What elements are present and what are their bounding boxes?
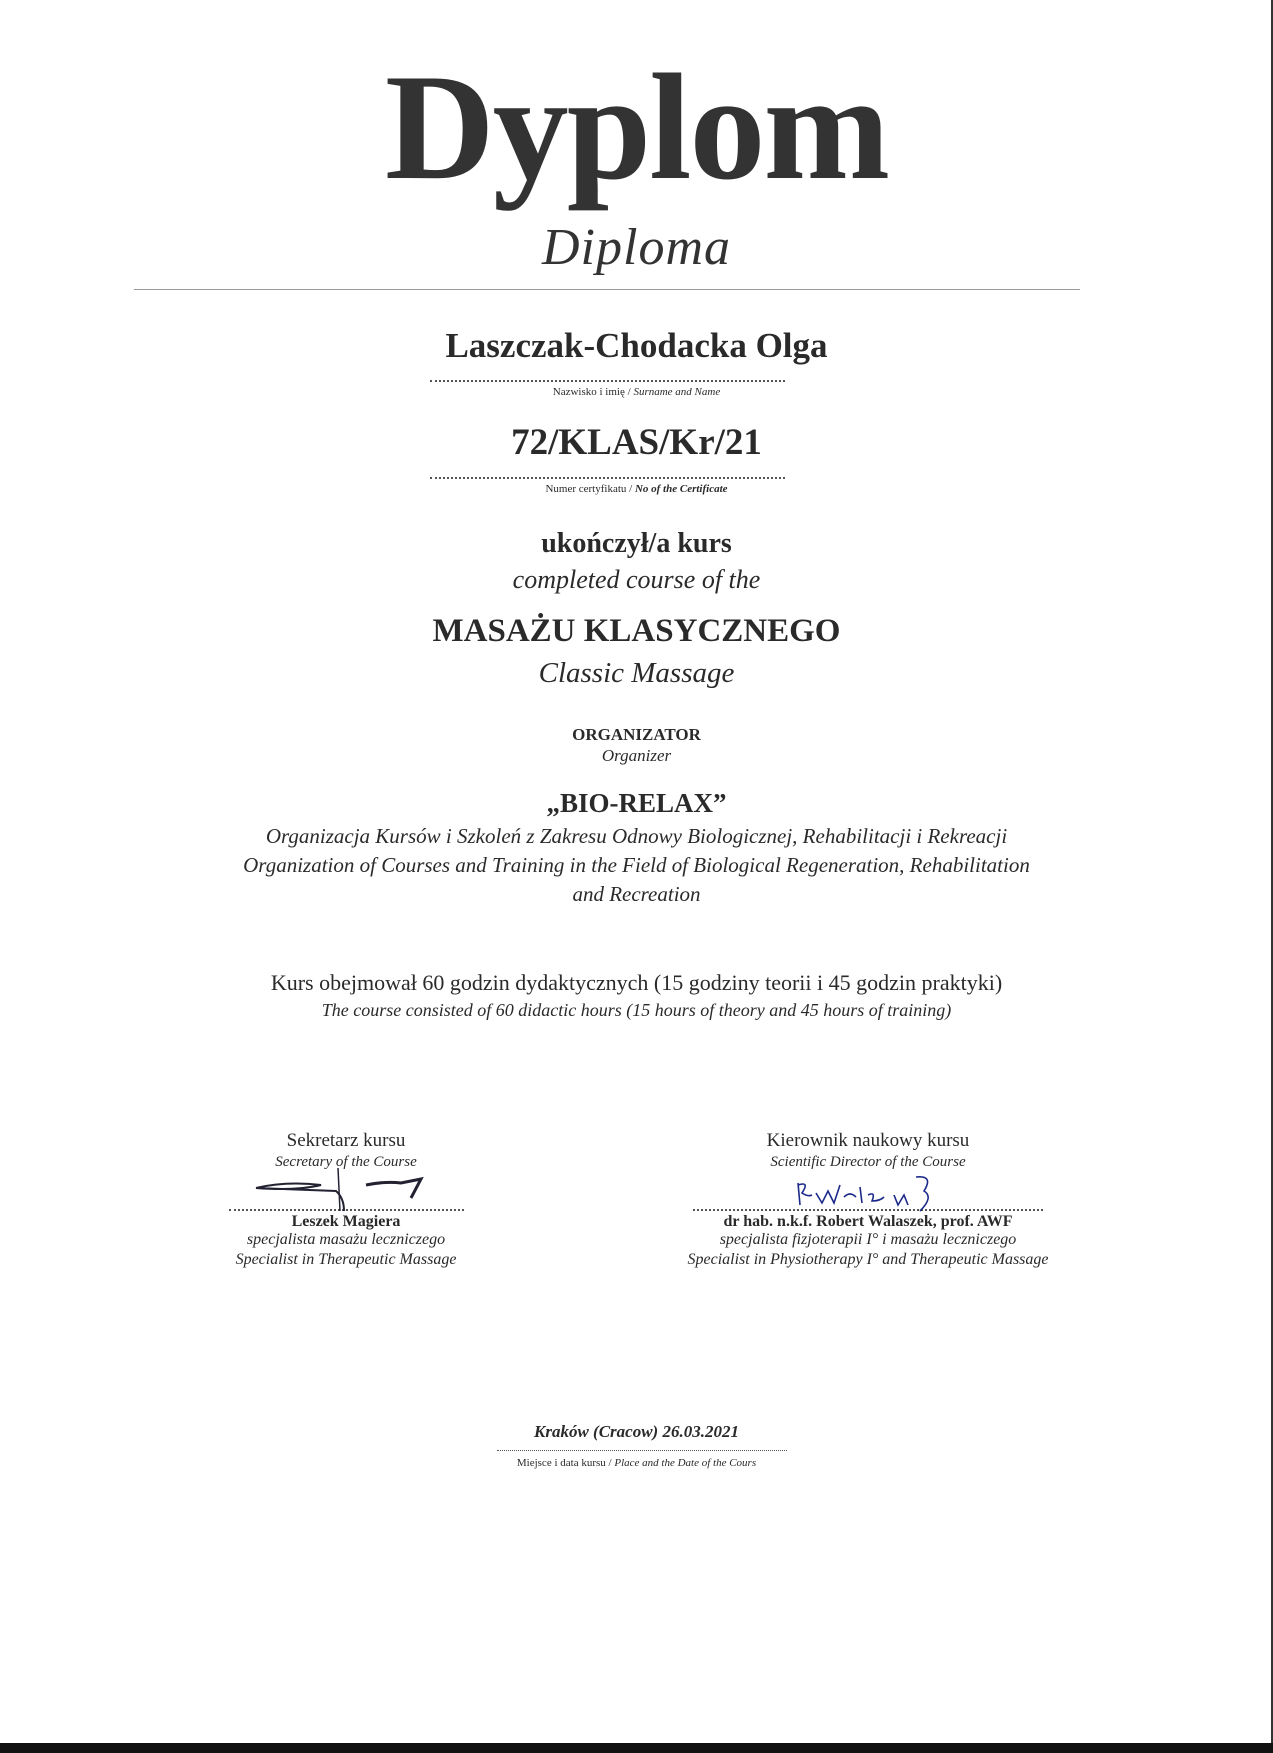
- certificate-caption-en: No of the Certificate: [634, 483, 728, 495]
- certificate-number: 72/KLAS/Kr/21: [511, 422, 762, 463]
- place-caption-pl: Miejsce i data kursu: [516, 1457, 606, 1469]
- organizer-desc-en-1: Organization of Courses and Training in the Field of Biological Regeneration, Rehabilitation: [243, 853, 1030, 877]
- signature-spec-pl: specjalista fizjoterapii I° i masażu leczniczego: [719, 1231, 1017, 1248]
- course-name-en: Classic Massage: [538, 657, 735, 689]
- certificate-dotted-line: [430, 477, 785, 479]
- signature-role-pl: Sekretarz kursu: [286, 1130, 406, 1151]
- place-and-date: Kraków (Cracow) 26.03.2021: [534, 1422, 739, 1441]
- place-caption: Miejsce i data kursu / Place and the Date of the Cours: [516, 1457, 757, 1469]
- scan-bottom-bar: [0, 1743, 1273, 1753]
- signature-dotted-line: [229, 1209, 464, 1211]
- name-caption: Nazwisko i imię / Surname and Name: [552, 386, 721, 398]
- organizer-desc-pl: Organizacja Kursów i Szkoleń z Zakresu Odnowy Biologicznej, Rehabilitacji i Rekreacji: [265, 824, 1008, 848]
- completed-pl: ukończył/a kurs: [541, 528, 732, 559]
- signature-spec-pl: specjalista masażu leczniczego: [246, 1231, 446, 1248]
- place-caption-en: Place and the Date of the Cours: [614, 1457, 757, 1469]
- recipient-name: Laszczak-Chodacka Olga: [445, 326, 828, 365]
- signature-spec-en: Specialist in Physiotherapy I° and Therapeutic Massage: [687, 1251, 1049, 1268]
- organizer-name: „BIO-RELAX”: [546, 788, 727, 818]
- signature-name: Leszek Magiera: [291, 1213, 401, 1230]
- signature-spec-en: Specialist in Therapeutic Massage: [235, 1251, 457, 1268]
- organizer-label-en: Organizer: [601, 746, 672, 765]
- certificate-caption: Numer certyfikatu / No of the Certificate: [545, 483, 728, 495]
- signature-role-pl: Kierownik naukowy kursu: [766, 1130, 970, 1151]
- divider: [134, 289, 1080, 290]
- signature-name: dr hab. n.k.f. Robert Walaszek, prof. AWF: [723, 1213, 1013, 1230]
- diploma-title: Dyplom: [384, 43, 889, 211]
- course-hours-pl: Kurs obejmował 60 godzin dydaktycznych (15 godziny teorii i 45 godzin praktyki): [270, 970, 1003, 995]
- name-caption-pl: Nazwisko i imię: [552, 386, 625, 398]
- signature-block-secretary: [146, 1130, 546, 1269]
- signature-role-en: Secretary of the Course: [275, 1154, 417, 1170]
- name-caption-en: Surname and Name: [633, 386, 721, 398]
- certificate-caption-pl: Numer certyfikatu: [545, 483, 627, 495]
- name-dotted-line: [430, 380, 785, 382]
- signature-block-director: [618, 1130, 1118, 1269]
- diploma-subtitle: Diploma: [542, 219, 731, 276]
- organizer-label-pl: ORGANIZATOR: [572, 725, 701, 744]
- signature-role-en: Scientific Director of the Course: [770, 1154, 966, 1170]
- signature-dotted-line: [693, 1209, 1043, 1211]
- completed-en: completed course of the: [512, 565, 761, 594]
- course-hours-en: The course consisted of 60 didactic hours (15 hours of theory and 45 hours of training): [321, 1000, 952, 1020]
- organizer-desc-en-2: and Recreation: [572, 882, 701, 906]
- course-name-pl: MASAŻU KLASYCZNEGO: [432, 613, 841, 649]
- place-dotted-line: [497, 1450, 787, 1451]
